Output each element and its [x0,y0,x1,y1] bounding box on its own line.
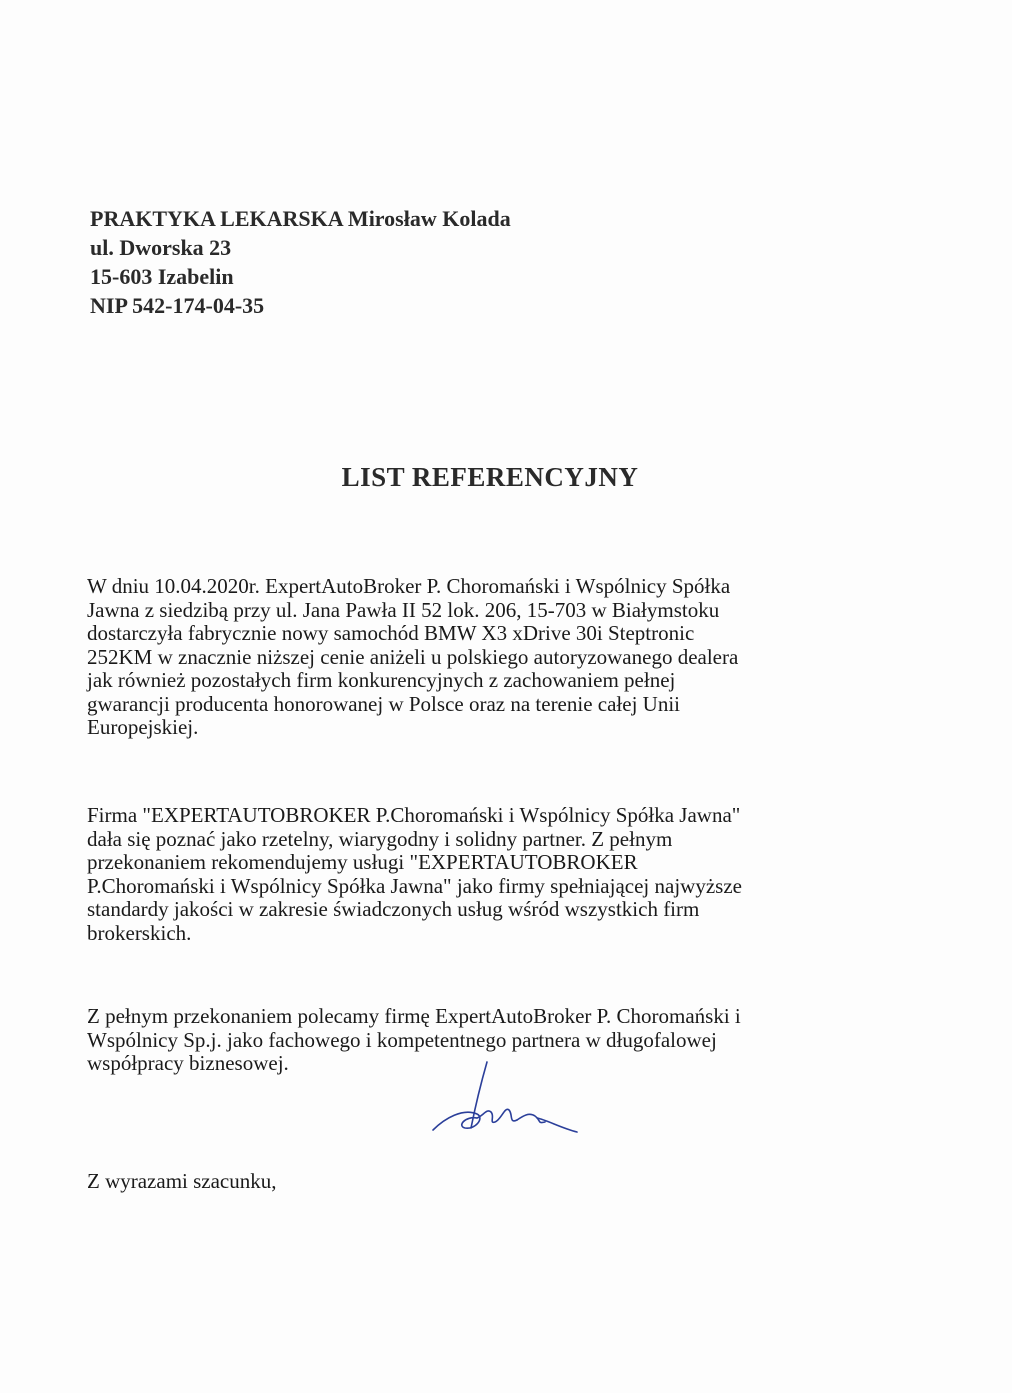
paragraph-line: brokerskich. [87,920,192,945]
letter-title: LIST REFERENCYJNY [341,462,639,492]
practice-name: PRAKTYKA LEKARSKA Mirosław Kolada [90,206,511,231]
paragraph-line: Z pełnym przekonaniem polecamy firmę ExpertAutoBroker P. Choromański i [87,1004,741,1028]
handwritten-signature [425,1058,585,1148]
paragraph-line: W dniu 10.04.2020r. ExpertAutoBroker P. Choromański i Wspólnicy Spółka [87,574,731,598]
paragraph-line: Jawna z siedzibą przy ul. Jana Pawła II 52 lok. 206, 15-703 w Białymstoku [87,597,720,622]
paragraph-line: dostarczyła fabrycznie nowy samochód BMW X3 xDrive 30i Steptronic [87,621,695,645]
paragraph-line: Europejskiej. [87,715,199,739]
letter-header [90,204,511,320]
paragraph-line: standardy jakości w zakresie świadczonych usług wśród wszystkich firm [87,897,700,921]
paragraph-line: gwarancji producenta honorowanej w Polsce oraz na terenie całej Unii [87,691,681,716]
paragraph-line: 252KM w znacznie niższej cenie aniżeli u polskiego autoryzowanego dealera [87,644,739,669]
postal-city: 15-603 Izabelin [90,264,234,289]
paragraph-line: przekonaniem rekomendujemy usługi "EXPERTAUTOBROKER [87,850,638,874]
paragraph-delivery [87,575,887,740]
paragraph-line: dała się poznać jako rzetelny, wiarygodny i solidny partner. Z pełnym [87,826,673,851]
paragraph-line: współpracy biznesowej. [87,1051,289,1075]
paragraph-line: P.Choromański i Wspólnicy Spółka Jawna" jako firmy spełniającej najwyższe [87,873,742,898]
paragraph-line: Wspólnicy Sp.j. jako fachowego i kompetentnego partnera w długofalowej [87,1027,717,1052]
closing-salutation: Z wyrazami szacunku, [87,1169,277,1193]
paragraph-line: jak również pozostałych firm konkurencyjnych z zachowaniem pełnej [87,668,676,692]
tax-id: NIP 542-174-04-35 [90,293,265,318]
street-address: ul. Dworska 23 [90,235,232,260]
paragraph-line: Firma "EXPERTAUTOBROKER P.Choromański i Wspólnicy Spółka Jawna" [87,803,741,827]
paragraph-recommendation [87,804,887,945]
